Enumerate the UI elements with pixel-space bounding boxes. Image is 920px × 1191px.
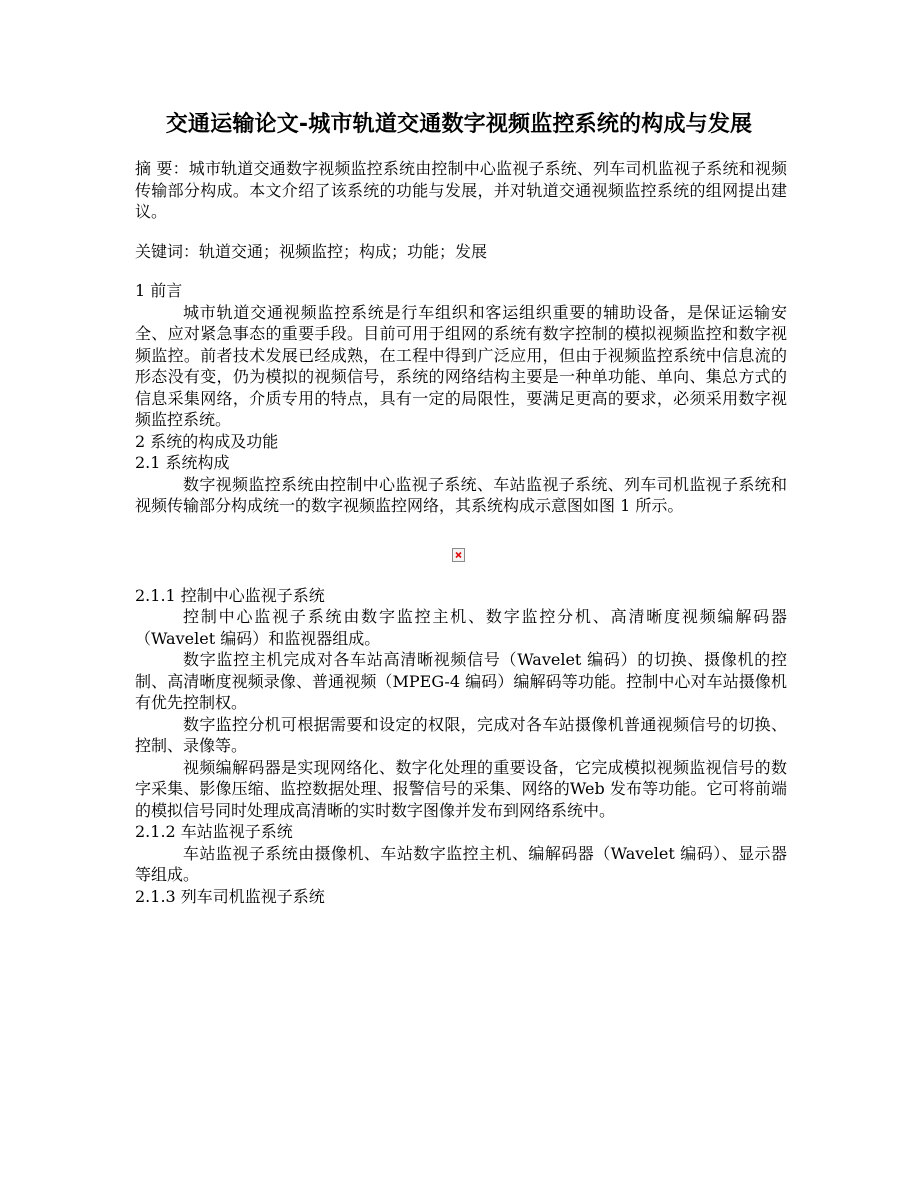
section-2-1-2-heading: 2.1.2 车站监视子系统: [135, 822, 293, 841]
section-2-1-1-paragraph-1: 控制中心监视子系统由数字监控主机、数字监控分机、高清晰度视频编解码器（Wavelet 编码）和监视器组成。: [135, 607, 787, 648]
abstract: 摘 要：城市轨道交通数字视频监控系统由控制中心监视子系统、列车司机监视子系统和视频传输部分构成。本文介绍了该系统的功能与发展，并对轨道交通视频监控系统的组网提出建议。: [135, 159, 787, 221]
keywords: 关键词：轨道交通；视频监控；构成；功能；发展: [135, 241, 488, 261]
figure-1: [135, 517, 787, 585]
section-1-heading: 1 前言: [135, 281, 183, 300]
section-2-1-heading: 2.1 系统构成: [135, 453, 230, 472]
section-2-heading: 2 系统的构成及功能: [135, 431, 279, 451]
section-1-paragraph: 城市轨道交通视频监控系统是行车组织和客运组织重要的辅助设备，是保证运输安全、应对紧急事态的重要手段。目前可用于组网的系统有数字控制的模拟视频监控和数字视频监控。前者技术发展已经成熟，在工程中得到广泛应用，但由于视频监控系统中信息流的形态没有变，仍为模拟的视频信号，系统的网络结构主要是一种单功能、单向、集总方式的信息采集网络，介质专用的特点，具有一定的局限性，要满足更高的要求，必须采用数字视频监控系统。: [135, 302, 787, 429]
document-title: 交通运输论文-城市轨道交通数字视频监控系统的构成与发展: [165, 112, 753, 137]
section-2-1-1-paragraph-3: 数字监控分机可根据需要和设定的权限，完成对各车站摄像机普通视频信号的切换、控制、录像等。: [135, 714, 787, 755]
document-page: [135, 110, 787, 907]
section-2-1-1-paragraph-4: 视频编解码器是实现网络化、数字化处理的重要设备，它完成模拟视频监视信号的数字采集、影像压缩、监控数据处理、报警信号的采集、网络的Web 发布等功能。它可将前端的模拟信号同时处理成高清晰的实时数字图像并发布到网络系统中。: [135, 757, 787, 820]
section-2-1-1-heading: 2.1.1 控制中心监视子系统: [135, 585, 325, 605]
broken-image-cross: [453, 549, 464, 561]
broken-image-icon: [452, 548, 465, 562]
section-2-1-paragraph: 数字视频监控系统由控制中心监视子系统、车站监视子系统、列车司机监视子系统和视频传输部分构成统一的数字视频监控网络，其系统构成示意图如图 1 所示。: [135, 474, 787, 515]
section-2-1-3-heading: 2.1.3 列车司机监视子系统: [135, 886, 325, 906]
section-2-1-2-paragraph: 车站监视子系统由摄像机、车站数字监控主机、编解码器（Wavelet 编码）、显示器等组成。: [135, 843, 787, 884]
section-2-1-1-paragraph-2: 数字监控主机完成对各车站高清晰视频信号（Wavelet 编码）的切换、摄像机的控制、高清晰度视频录像、普通视频（MPEG-4 编码）编解码等功能。控制中心对车站摄像机有优先控制权。: [135, 650, 787, 712]
